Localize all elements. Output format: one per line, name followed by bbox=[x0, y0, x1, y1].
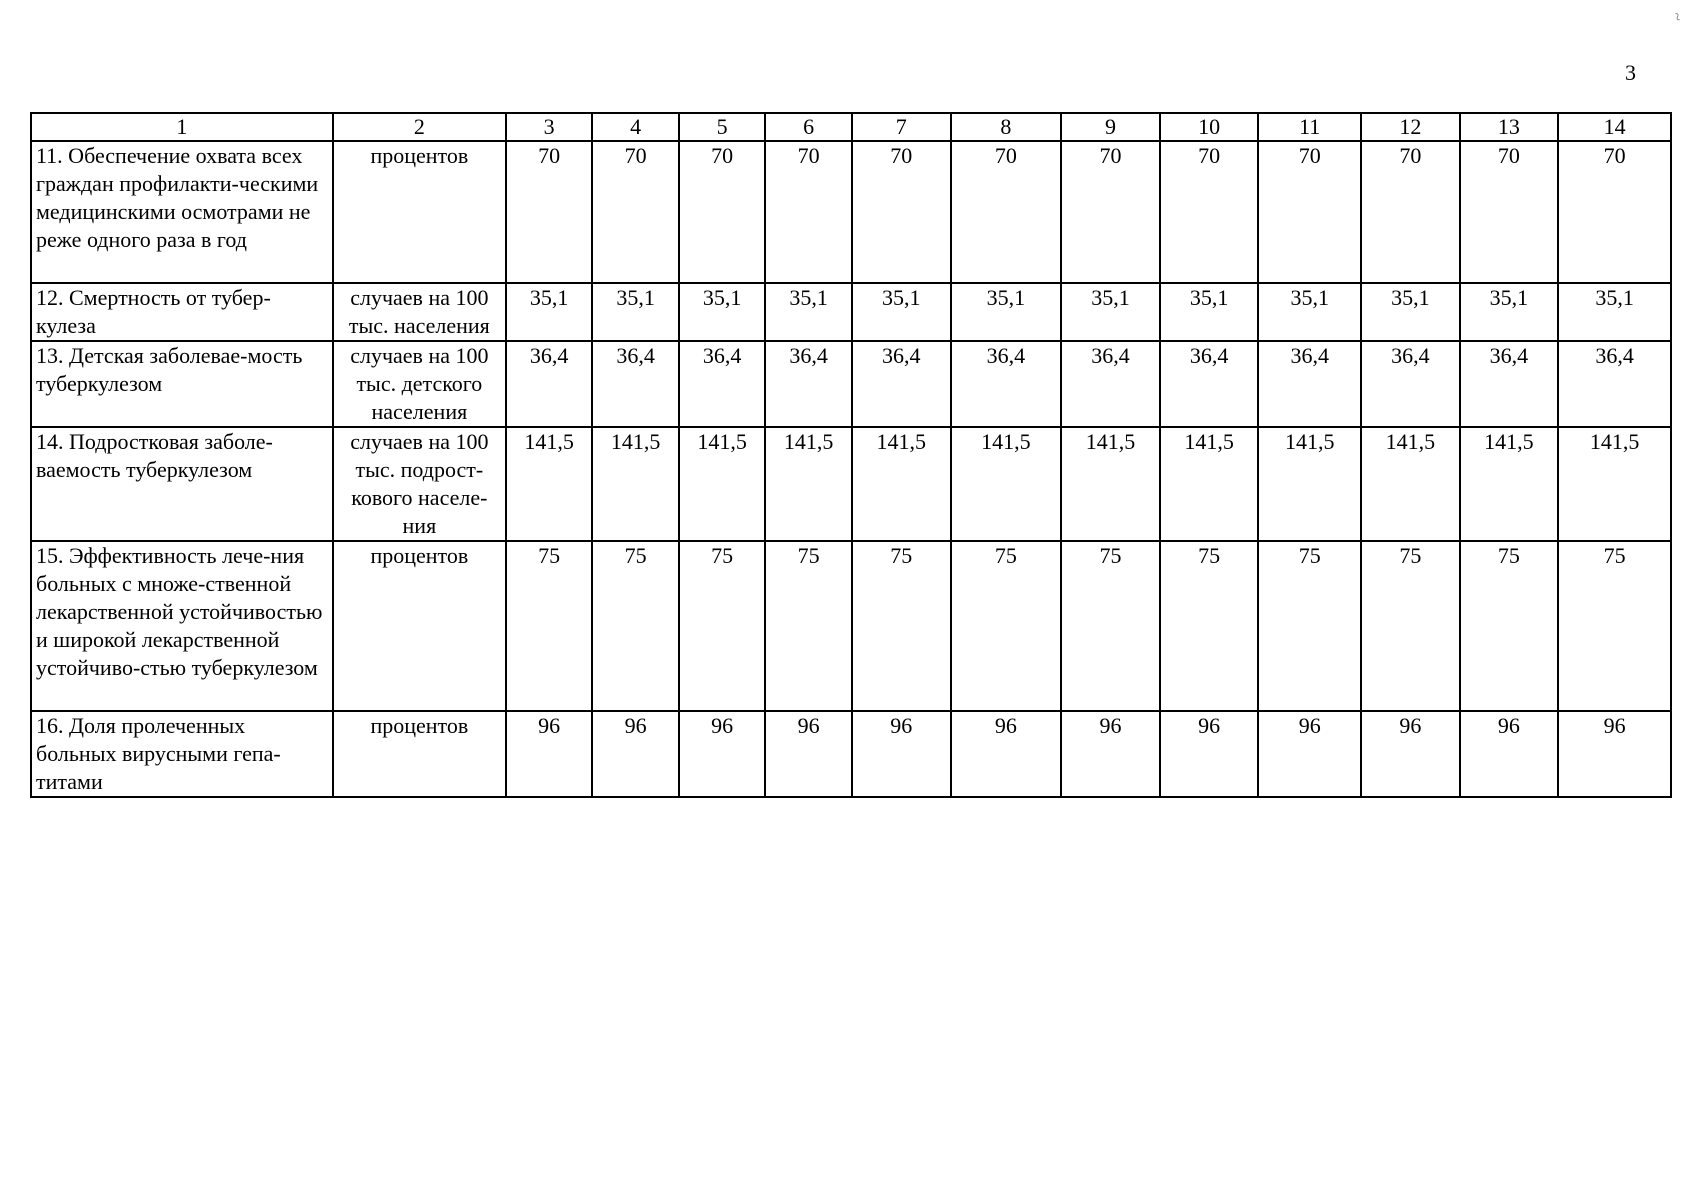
value-cell: 75 bbox=[1160, 541, 1259, 711]
value-cell: 36,4 bbox=[1558, 341, 1671, 427]
value-cell: 70 bbox=[1061, 141, 1160, 283]
value-cell: 70 bbox=[852, 141, 951, 283]
column-number: 14 bbox=[1558, 113, 1671, 141]
value-cell: 36,4 bbox=[679, 341, 766, 427]
value-cell: 96 bbox=[1258, 711, 1361, 797]
column-number: 12 bbox=[1361, 113, 1460, 141]
value-cell: 75 bbox=[506, 541, 593, 711]
value-cell: 35,1 bbox=[1361, 283, 1460, 341]
indicator-name: 16. Доля пролеченных больных вирусными гепа-титами bbox=[31, 711, 333, 797]
value-cell: 70 bbox=[1258, 141, 1361, 283]
value-cell: 141,5 bbox=[852, 427, 951, 541]
value-cell: 35,1 bbox=[1160, 283, 1259, 341]
value-cell: 70 bbox=[1160, 141, 1259, 283]
value-cell: 36,4 bbox=[1361, 341, 1460, 427]
column-number: 11 bbox=[1258, 113, 1361, 141]
value-cell: 75 bbox=[765, 541, 852, 711]
value-cell: 141,5 bbox=[1258, 427, 1361, 541]
value-cell: 141,5 bbox=[679, 427, 766, 541]
column-number: 13 bbox=[1460, 113, 1559, 141]
table-row bbox=[31, 283, 1671, 341]
page-number: 3 bbox=[1625, 60, 1636, 85]
value-cell: 35,1 bbox=[1258, 283, 1361, 341]
value-cell: 70 bbox=[1558, 141, 1671, 283]
value-cell: 35,1 bbox=[1061, 283, 1160, 341]
value-cell: 96 bbox=[679, 711, 766, 797]
value-cell: 96 bbox=[852, 711, 951, 797]
indicator-name: 15. Эффективность лече-ния больных с множе-ственной лекарственной устойчивостью и широкой лекарственной устойчиво-стью туберкулезом bbox=[31, 541, 333, 711]
indicator-name: 11. Обеспечение охвата всех граждан профилакти-ческими медицинскими осмотрами не реже одного раза в год bbox=[31, 141, 333, 283]
unit-of-measure: процентов bbox=[333, 541, 506, 711]
unit-of-measure: процентов bbox=[333, 141, 506, 283]
value-cell: 141,5 bbox=[1160, 427, 1259, 541]
table-row bbox=[31, 341, 1671, 427]
value-cell: 141,5 bbox=[765, 427, 852, 541]
value-cell: 35,1 bbox=[592, 283, 679, 341]
column-number: 4 bbox=[592, 113, 679, 141]
value-cell: 36,4 bbox=[765, 341, 852, 427]
value-cell: 75 bbox=[1361, 541, 1460, 711]
column-number-row bbox=[31, 113, 1671, 141]
indicators-table bbox=[30, 112, 1672, 798]
value-cell: 36,4 bbox=[592, 341, 679, 427]
value-cell: 96 bbox=[506, 711, 593, 797]
value-cell: 70 bbox=[1361, 141, 1460, 283]
value-cell: 141,5 bbox=[1558, 427, 1671, 541]
value-cell: 96 bbox=[1558, 711, 1671, 797]
value-cell: 70 bbox=[951, 141, 1062, 283]
column-number: 9 bbox=[1061, 113, 1160, 141]
value-cell: 36,4 bbox=[1258, 341, 1361, 427]
value-cell: 70 bbox=[1460, 141, 1559, 283]
value-cell: 35,1 bbox=[765, 283, 852, 341]
value-cell: 75 bbox=[1258, 541, 1361, 711]
value-cell: 35,1 bbox=[679, 283, 766, 341]
value-cell: 70 bbox=[679, 141, 766, 283]
table-row bbox=[31, 427, 1671, 541]
table-row bbox=[31, 711, 1671, 797]
column-number: 8 bbox=[951, 113, 1062, 141]
value-cell: 75 bbox=[592, 541, 679, 711]
value-cell: 36,4 bbox=[1061, 341, 1160, 427]
unit-of-measure: случаев на 100 тыс. подрост-кового населе-ния bbox=[333, 427, 506, 541]
column-number: 6 bbox=[765, 113, 852, 141]
value-cell: 36,4 bbox=[852, 341, 951, 427]
value-cell: 35,1 bbox=[506, 283, 593, 341]
value-cell: 36,4 bbox=[1460, 341, 1559, 427]
unit-of-measure: процентов bbox=[333, 711, 506, 797]
table-row bbox=[31, 141, 1671, 283]
corner-scan-mark: ~ bbox=[1667, 10, 1687, 24]
value-cell: 75 bbox=[1460, 541, 1559, 711]
value-cell: 96 bbox=[1160, 711, 1259, 797]
value-cell: 35,1 bbox=[1558, 283, 1671, 341]
value-cell: 75 bbox=[1061, 541, 1160, 711]
value-cell: 75 bbox=[951, 541, 1062, 711]
column-number: 10 bbox=[1160, 113, 1259, 141]
unit-of-measure: случаев на 100 тыс. населения bbox=[333, 283, 506, 341]
column-number: 5 bbox=[679, 113, 766, 141]
table-row bbox=[31, 541, 1671, 711]
value-cell: 141,5 bbox=[506, 427, 593, 541]
value-cell: 70 bbox=[506, 141, 593, 283]
value-cell: 96 bbox=[1460, 711, 1559, 797]
value-cell: 141,5 bbox=[1061, 427, 1160, 541]
value-cell: 96 bbox=[765, 711, 852, 797]
indicator-name: 12. Смертность от тубер-кулеза bbox=[31, 283, 333, 341]
value-cell: 36,4 bbox=[506, 341, 593, 427]
value-cell: 70 bbox=[592, 141, 679, 283]
value-cell: 141,5 bbox=[1361, 427, 1460, 541]
value-cell: 36,4 bbox=[1160, 341, 1259, 427]
column-number: 3 bbox=[506, 113, 593, 141]
value-cell: 141,5 bbox=[592, 427, 679, 541]
indicator-name: 14. Подростковая заболе-ваемость туберкулезом bbox=[31, 427, 333, 541]
column-number: 2 bbox=[333, 113, 506, 141]
indicator-name: 13. Детская заболевае-мость туберкулезом bbox=[31, 341, 333, 427]
value-cell: 70 bbox=[765, 141, 852, 283]
value-cell: 96 bbox=[1061, 711, 1160, 797]
value-cell: 35,1 bbox=[951, 283, 1062, 341]
value-cell: 96 bbox=[592, 711, 679, 797]
value-cell: 96 bbox=[1361, 711, 1460, 797]
column-number: 7 bbox=[852, 113, 951, 141]
value-cell: 75 bbox=[852, 541, 951, 711]
value-cell: 141,5 bbox=[1460, 427, 1559, 541]
value-cell: 75 bbox=[1558, 541, 1671, 711]
value-cell: 35,1 bbox=[852, 283, 951, 341]
value-cell: 141,5 bbox=[951, 427, 1062, 541]
column-number: 1 bbox=[31, 113, 333, 141]
value-cell: 75 bbox=[679, 541, 766, 711]
value-cell: 96 bbox=[951, 711, 1062, 797]
unit-of-measure: случаев на 100 тыс. детского населения bbox=[333, 341, 506, 427]
value-cell: 35,1 bbox=[1460, 283, 1559, 341]
value-cell: 36,4 bbox=[951, 341, 1062, 427]
